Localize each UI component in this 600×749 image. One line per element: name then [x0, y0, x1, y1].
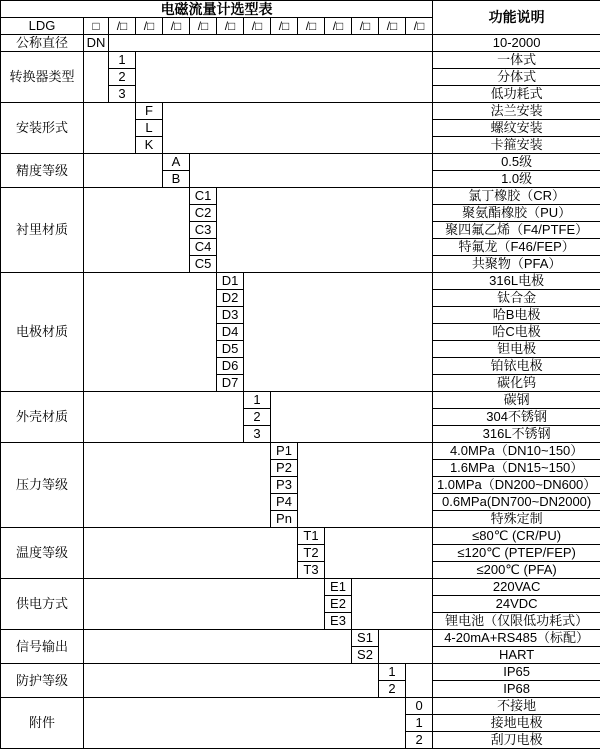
section-label: 附件 — [1, 698, 84, 749]
option-code: C2 — [190, 205, 217, 222]
option-code: 1 — [406, 715, 433, 732]
model-slot-cell: /□ — [136, 18, 163, 35]
empty-cell — [163, 103, 433, 154]
option-desc: 锂电池（仅限低功耗式） — [433, 613, 600, 630]
section-label: 转换器类型 — [1, 52, 84, 103]
empty-cell — [84, 528, 298, 579]
model-slot-cell: /□ — [109, 18, 136, 35]
empty-cell — [325, 528, 433, 579]
empty-cell — [84, 664, 379, 698]
title-row — [1, 1, 600, 18]
table-title: 电磁流量计选型表 — [1, 1, 433, 18]
option-code: 2 — [244, 409, 271, 426]
empty-cell — [136, 52, 433, 103]
option-desc: 哈B电极 — [433, 307, 600, 324]
option-desc: 24VDC — [433, 596, 600, 613]
option-desc: 共聚物（PFA） — [433, 256, 600, 273]
option-desc: 卡箍安装 — [433, 137, 600, 154]
option-code: S1 — [352, 630, 379, 647]
option-desc: ≤120℃ (PTEP/FEP) — [433, 545, 600, 562]
option-desc: 螺纹安装 — [433, 120, 600, 137]
model-slot-cell: /□ — [217, 18, 244, 35]
option-desc: 铂铱电极 — [433, 358, 600, 375]
option-desc: IP68 — [433, 681, 600, 698]
option-code: D2 — [217, 290, 244, 307]
option-code: Pn — [271, 511, 298, 528]
option-desc: 接地电极 — [433, 715, 600, 732]
option-code: 3 — [109, 86, 136, 103]
model-slot-cell: /□ — [325, 18, 352, 35]
model-slot-cell: /□ — [406, 18, 433, 35]
option-row — [1, 103, 600, 120]
option-code: 2 — [406, 732, 433, 749]
option-desc: 1.0级 — [433, 171, 600, 188]
option-code: L — [136, 120, 163, 137]
section-label: 外壳材质 — [1, 392, 84, 443]
option-code: D5 — [217, 341, 244, 358]
empty-cell — [84, 103, 136, 154]
option-code: P4 — [271, 494, 298, 511]
model-slot-cell: /□ — [352, 18, 379, 35]
option-code: K — [136, 137, 163, 154]
empty-cell — [406, 664, 433, 698]
option-desc: 4-20mA+RS485（标配） — [433, 630, 600, 647]
option-code: C5 — [190, 256, 217, 273]
option-code: D4 — [217, 324, 244, 341]
option-desc: 不接地 — [433, 698, 600, 715]
empty-cell — [84, 698, 406, 749]
option-code: 2 — [109, 69, 136, 86]
option-desc: 钛合金 — [433, 290, 600, 307]
option-code: C4 — [190, 239, 217, 256]
option-code: E1 — [325, 579, 352, 596]
option-desc: 氯丁橡胶（CR） — [433, 188, 600, 205]
empty-cell — [84, 188, 190, 273]
option-code: 1 — [244, 392, 271, 409]
empty-cell — [84, 630, 352, 664]
section-label: 供电方式 — [1, 579, 84, 630]
option-desc: 316L电极 — [433, 273, 600, 290]
model-slot-cell: /□ — [244, 18, 271, 35]
option-desc: 刮刀电极 — [433, 732, 600, 749]
option-desc: 4.0MPa（DN10~150） — [433, 443, 600, 460]
section-label: 压力等级 — [1, 443, 84, 528]
empty-cell — [84, 579, 325, 630]
option-desc: 1.6MPa（DN15~150） — [433, 460, 600, 477]
option-desc: ≤200℃ (PFA) — [433, 562, 600, 579]
option-code: E2 — [325, 596, 352, 613]
option-row — [1, 273, 600, 290]
diameter-desc: 10-2000 — [433, 35, 600, 52]
option-row — [1, 443, 600, 460]
option-code: P2 — [271, 460, 298, 477]
section-label: 衬里材质 — [1, 188, 84, 273]
option-code: A — [163, 154, 190, 171]
section-label: 温度等级 — [1, 528, 84, 579]
option-code: P3 — [271, 477, 298, 494]
diameter-label: 公称直径 — [1, 35, 84, 52]
empty-cell — [298, 443, 433, 528]
section-label: 精度等级 — [1, 154, 84, 188]
option-code: C1 — [190, 188, 217, 205]
model-prefix: LDG — [1, 18, 84, 35]
empty-cell — [84, 154, 163, 188]
option-desc: 低功耗式 — [433, 86, 600, 103]
option-desc: 316L不锈钢 — [433, 426, 600, 443]
option-desc: 分体式 — [433, 69, 600, 86]
empty-cell — [217, 188, 433, 273]
option-desc: ≤80℃ (CR/PU) — [433, 528, 600, 545]
option-code: D1 — [217, 273, 244, 290]
section-label: 信号输出 — [1, 630, 84, 664]
empty-cell — [244, 273, 433, 392]
model-slot-cell: /□ — [190, 18, 217, 35]
option-code: B — [163, 171, 190, 188]
option-row — [1, 630, 600, 647]
option-desc: HART — [433, 647, 600, 664]
model-slot-cell: /□ — [271, 18, 298, 35]
option-code: T2 — [298, 545, 325, 562]
option-code: 0 — [406, 698, 433, 715]
option-desc: 聚氨酯橡胶（PU） — [433, 205, 600, 222]
option-code: E3 — [325, 613, 352, 630]
model-checkbox-cell: □ — [84, 18, 109, 35]
section-label: 电极材质 — [1, 273, 84, 392]
empty-cell — [190, 154, 433, 188]
option-code: F — [136, 103, 163, 120]
option-desc: 304不锈钢 — [433, 409, 600, 426]
option-desc: 碳化钨 — [433, 375, 600, 392]
option-row — [1, 392, 600, 409]
option-desc: 特氟龙（F46/FEP） — [433, 239, 600, 256]
empty-cell — [352, 579, 433, 630]
option-desc: 法兰安装 — [433, 103, 600, 120]
empty-cell — [84, 52, 109, 103]
empty-cell — [84, 443, 271, 528]
option-row — [1, 528, 600, 545]
option-code: D3 — [217, 307, 244, 324]
option-code: 1 — [109, 52, 136, 69]
option-code: D6 — [217, 358, 244, 375]
option-code: S2 — [352, 647, 379, 664]
option-row — [1, 52, 600, 69]
model-slot-cell: /□ — [298, 18, 325, 35]
section-label: 安装形式 — [1, 103, 84, 154]
section-label: 防护等级 — [1, 664, 84, 698]
option-row — [1, 188, 600, 205]
option-code: T1 — [298, 528, 325, 545]
option-desc: 钽电极 — [433, 341, 600, 358]
option-row — [1, 664, 600, 681]
diameter-row — [1, 35, 600, 52]
option-desc: 0.5级 — [433, 154, 600, 171]
option-desc: 特殊定制 — [433, 511, 600, 528]
option-desc: 碳钢 — [433, 392, 600, 409]
empty-cell — [379, 630, 433, 664]
diameter-code: DN — [84, 35, 109, 52]
option-code: 2 — [379, 681, 406, 698]
option-desc: 聚四氟乙烯（F4/PTFE） — [433, 222, 600, 239]
option-code: P1 — [271, 443, 298, 460]
option-row — [1, 579, 600, 596]
option-code: D7 — [217, 375, 244, 392]
option-desc: IP65 — [433, 664, 600, 681]
model-slot-cell: /□ — [379, 18, 406, 35]
option-code: 3 — [244, 426, 271, 443]
option-desc: 1.0MPa（DN200~DN600） — [433, 477, 600, 494]
option-desc: 0.6MPa(DN700~DN2000) — [433, 494, 600, 511]
function-column-header: 功能说明 — [433, 1, 600, 35]
empty-cell — [84, 392, 244, 443]
empty-cell — [84, 273, 217, 392]
option-code: C3 — [190, 222, 217, 239]
option-row — [1, 154, 600, 171]
option-code: T3 — [298, 562, 325, 579]
option-desc: 220VAC — [433, 579, 600, 596]
option-row — [1, 698, 600, 715]
empty-cell — [109, 35, 433, 52]
empty-cell — [271, 392, 433, 443]
option-desc: 一体式 — [433, 52, 600, 69]
option-code: 1 — [379, 664, 406, 681]
model-slot-cell: /□ — [163, 18, 190, 35]
option-desc: 哈C电极 — [433, 324, 600, 341]
